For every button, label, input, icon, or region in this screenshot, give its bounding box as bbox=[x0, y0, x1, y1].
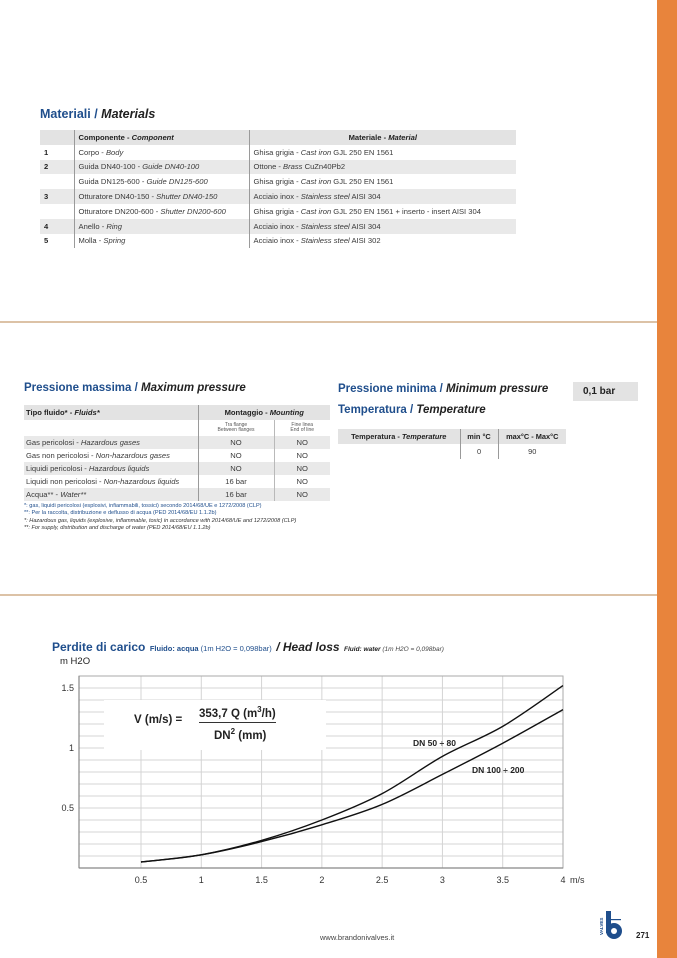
fluid-cell: Gas non pericolosi - Non-hazardous gases bbox=[26, 451, 170, 460]
header-min: min °C bbox=[460, 429, 498, 444]
temp-max-value: 90 bbox=[498, 444, 566, 459]
row-number: 5 bbox=[44, 236, 49, 246]
x-tick-label: 1 bbox=[198, 875, 204, 885]
y-axis-label: m H2O bbox=[60, 656, 91, 667]
y-tick-label: 1.5 bbox=[61, 683, 74, 693]
subheader-between-flanges: Tra flange Between flanges bbox=[198, 420, 274, 436]
fluid-cell: Liquidi non pericolosi - Non-hazardous liquids bbox=[26, 477, 180, 486]
between-flanges-value: NO bbox=[198, 462, 274, 475]
x-tick-label: 2 bbox=[319, 875, 325, 885]
material-cell: Ghisa grigia - Cast iron GJL 250 EN 1561 bbox=[253, 177, 394, 187]
fluid-cell: Gas pericolosi - Hazardous gases bbox=[24, 436, 198, 449]
min-pressure-title: Pressione minima / Minimum pressure bbox=[338, 383, 549, 395]
end-of-line-value: NO bbox=[274, 462, 330, 475]
materials-title: Materiali / Materials bbox=[40, 107, 156, 121]
subheader-end-of-line: Fine linea End of line bbox=[274, 420, 330, 436]
footnote: **: Per la raccolta, distribuzione e deflusso di acqua (PED 2014/68/EU 1.1.2b) bbox=[24, 510, 217, 517]
between-flanges-value: NO bbox=[198, 449, 274, 462]
header-fluid: Tipo fluido* - Fluids* bbox=[24, 405, 198, 420]
material-cell: Acciaio inox - Stainless steel AISI 302 bbox=[253, 236, 381, 246]
row-number: 1 bbox=[44, 147, 49, 157]
x-tick-label: 4 bbox=[560, 875, 566, 885]
materials-title-en: Materials bbox=[101, 107, 156, 121]
x-tick-label: 1.5 bbox=[255, 875, 268, 885]
header-temperature: Temperatura - Temperature bbox=[338, 429, 460, 444]
footnote: *: gas, liquidi pericolosi (esplosivi, infiammabili, tossici) secondo 2014/68/UE e 1272/2008 (CLP) bbox=[24, 503, 262, 509]
between-flanges-value: 16 bar bbox=[198, 488, 274, 501]
component-cell: Molla - Spring bbox=[74, 234, 249, 249]
x-tick-label: 0.5 bbox=[134, 875, 148, 885]
fluid-cell: Liquidi pericolosi - Hazardous liquids bbox=[24, 462, 198, 475]
series-label: DN 50 ÷ 80 bbox=[413, 738, 456, 748]
material-cell: Ghisa grigia - Cast iron GJL 250 EN 1561 bbox=[253, 147, 394, 157]
component-cell: Otturatore DN200-600 - Shutter DN200-600 bbox=[74, 204, 249, 219]
footnote: *: Hazardous gas, liquids (explosive, inflammable, toxic) in accordance with 2014/68/UE and 1272/2008 (CLP) bbox=[24, 517, 297, 524]
material-cell: Acciaio inox - Stainless steel AISI 304 bbox=[249, 189, 516, 204]
page-number: 271 bbox=[636, 931, 650, 940]
max-pressure-title: Pressione massima / Maximum pressure bbox=[24, 382, 246, 394]
header-max: max°C - Max°C bbox=[498, 429, 566, 444]
row-number: 3 bbox=[40, 189, 74, 204]
row-number: 4 bbox=[40, 219, 74, 234]
end-of-line-value: NO bbox=[274, 488, 330, 501]
material-cell: Ottone - Brass CuZn40Pb2 bbox=[249, 160, 516, 175]
component-cell: Otturatore DN40-150 - Shutter DN40-150 bbox=[74, 189, 249, 204]
end-of-line-value: NO bbox=[274, 449, 330, 462]
between-flanges-value: 16 bar bbox=[198, 475, 274, 488]
footnote: **: For supply, distribution and discharge of water (PED 2014/68/EU 1.1.2b) bbox=[24, 525, 211, 532]
component-cell: Guida DN125-600 - Guide DN125-600 bbox=[74, 174, 249, 189]
header-mounting: Montaggio - Mounting bbox=[198, 405, 330, 420]
between-flanges-value: NO bbox=[198, 436, 274, 449]
svg-text:VALVES: VALVES bbox=[599, 917, 604, 935]
y-tick-label: 0.5 bbox=[61, 803, 74, 813]
x-axis-unit: m/s bbox=[570, 875, 585, 885]
series-label: DN 100 ÷ 200 bbox=[472, 765, 525, 775]
formula-numerator: 353,7 Q $(m^3/h)$ bbox=[199, 705, 276, 723]
material-cell: Ghisa grigia - Cast iron GJL 250 EN 1561 + inserto - insert AISI 304 bbox=[253, 206, 481, 216]
brandoni-logo-icon bbox=[597, 909, 625, 941]
header-component: Componente - Component bbox=[74, 130, 249, 145]
end-of-line-value: NO bbox=[274, 436, 330, 449]
temp-min-value: 0 bbox=[460, 444, 498, 459]
material-cell: Acciaio inox - Stainless steel AISI 304 bbox=[249, 219, 516, 234]
materials-title-it: Materiali bbox=[40, 107, 91, 121]
x-tick-label: 3 bbox=[439, 875, 445, 885]
website-url[interactable]: www.brandonivalves.it bbox=[320, 933, 395, 942]
component-cell: Corpo - Body bbox=[74, 145, 249, 160]
y-tick-label: 1 bbox=[68, 743, 74, 753]
row-number: 2 bbox=[40, 160, 74, 175]
head-loss-title: Perdite di carico Fluido: acqua (1m H2O = 0,098bar) / Head loss Fluid: water (1m H2O = 0,098bar) bbox=[52, 640, 444, 654]
end-of-line-value: NO bbox=[274, 475, 330, 488]
fluid-cell: Acqua** - Water** bbox=[24, 488, 198, 501]
formula-denominator: $DN^2$ (mm) bbox=[214, 727, 267, 742]
x-tick-label: 2.5 bbox=[375, 875, 389, 885]
min-pressure-value: 0,1 bar bbox=[572, 382, 638, 401]
header-material: Materiale - Material bbox=[249, 130, 516, 145]
x-tick-label: 3.5 bbox=[496, 875, 509, 885]
velocity-formula: V (m/s) = 353,7 Q $(m^3/h)$ $DN^2$ (mm) bbox=[104, 700, 326, 750]
temperature-title: Temperatura / Temperature bbox=[338, 404, 486, 416]
component-cell: Guida DN40-100 - Guide DN40-100 bbox=[74, 160, 249, 175]
component-cell: Anello - Ring bbox=[74, 219, 249, 234]
